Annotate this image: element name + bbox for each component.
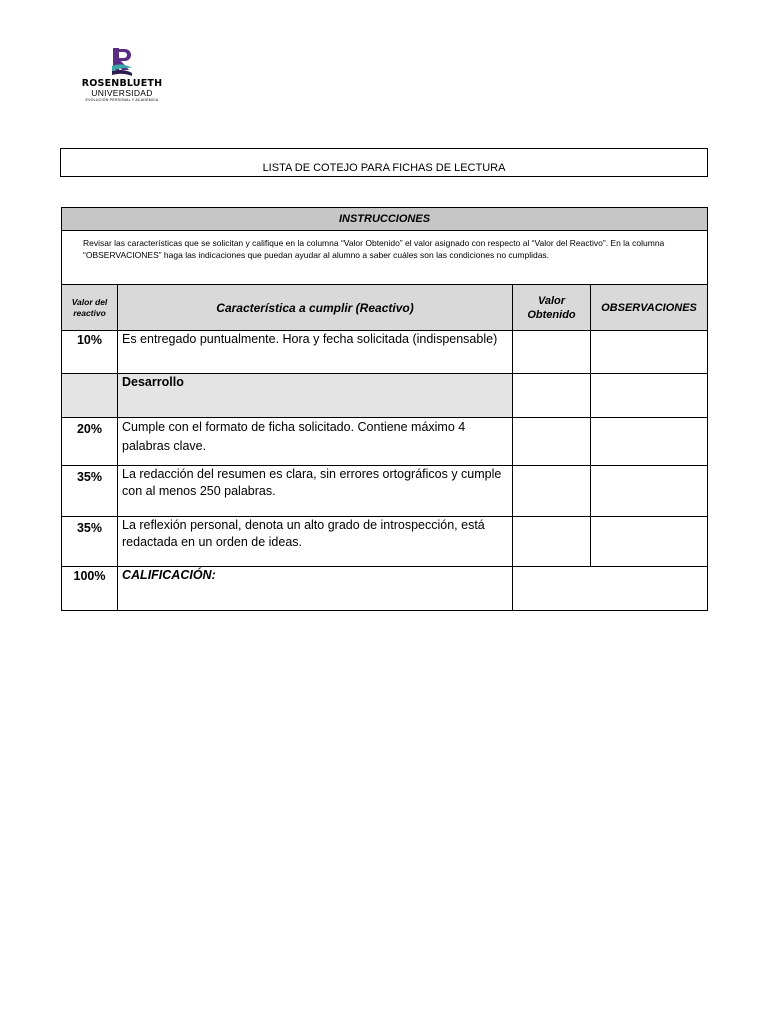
rosenblueth-r-icon <box>109 46 135 78</box>
row-desc: La reflexión personal, denota un alto grado de introspección, está redactada en un orden de ideas. <box>118 517 513 567</box>
observaciones-cell[interactable] <box>591 517 708 567</box>
observaciones-cell[interactable] <box>591 418 708 466</box>
table-row <box>62 331 708 374</box>
row-section-desarrollo: Desarrollo <box>118 374 513 418</box>
row-desc: La redacción del resumen es clara, sin errores ortográficos y cumple con al menos 250 palabras. <box>118 466 513 517</box>
table-row <box>62 517 708 567</box>
valor-obtenido-cell[interactable] <box>513 517 591 567</box>
table-row <box>62 466 708 517</box>
row-pct: 20% <box>62 418 118 466</box>
university-logo <box>80 46 164 103</box>
logo-name: ROSENBLUETH <box>81 78 163 89</box>
checklist-table <box>61 207 708 611</box>
logo-subtitle: UNIVERSIDAD <box>91 88 153 98</box>
instructions-heading: INSTRUCCIONES <box>62 208 708 231</box>
table-row <box>62 374 708 418</box>
header-valor-obtenido: Valor Obtenido <box>513 285 591 331</box>
observaciones-cell[interactable] <box>591 466 708 517</box>
total-pct: 100% <box>62 567 118 611</box>
instructions-text: Revisar las características que se solicitan y califique en la columna “Valor Obtenido” el valor asignado con respecto al “Valor del Reactivo”. En la columna “OBSERVACIONES” haga las indicaciones que puedan ayudar al alumno a saber cuáles son las condiciones no cumplidas. <box>62 231 708 285</box>
valor-obtenido-cell[interactable] <box>513 418 591 466</box>
row-pct: 35% <box>62 517 118 567</box>
row-pct: 10% <box>62 331 118 374</box>
document-title <box>60 148 708 177</box>
row-pct: 35% <box>62 466 118 517</box>
calificacion-cell[interactable] <box>513 567 708 611</box>
valor-obtenido-cell[interactable] <box>513 331 591 374</box>
observaciones-cell[interactable] <box>591 331 708 374</box>
valor-obtenido-cell[interactable] <box>513 374 591 418</box>
document-title-text: LISTA DE COTEJO PARA FICHAS DE LECTURA <box>262 162 506 174</box>
row-desc: Es entregado puntualmente. Hora y fecha solicitada (indispensable) <box>118 331 513 374</box>
valor-obtenido-cell[interactable] <box>513 466 591 517</box>
total-row <box>62 567 708 611</box>
header-caracteristica: Característica a cumplir (Reactivo) <box>118 285 513 331</box>
row-pct <box>62 374 118 418</box>
observaciones-cell[interactable] <box>591 374 708 418</box>
table-row <box>62 418 708 466</box>
row-desc: Cumple con el formato de ficha solicitado. Contiene máximo 4 palabras clave. <box>118 418 513 466</box>
logo-tagline: EVOLUCIÓN PERSONAL Y ACADÉMICA <box>85 98 159 102</box>
header-valor-reactivo: Valor del reactivo <box>62 285 118 331</box>
header-observaciones: OBSERVACIONES <box>591 285 708 331</box>
calificacion-label: CALIFICACIÓN: <box>118 567 513 611</box>
